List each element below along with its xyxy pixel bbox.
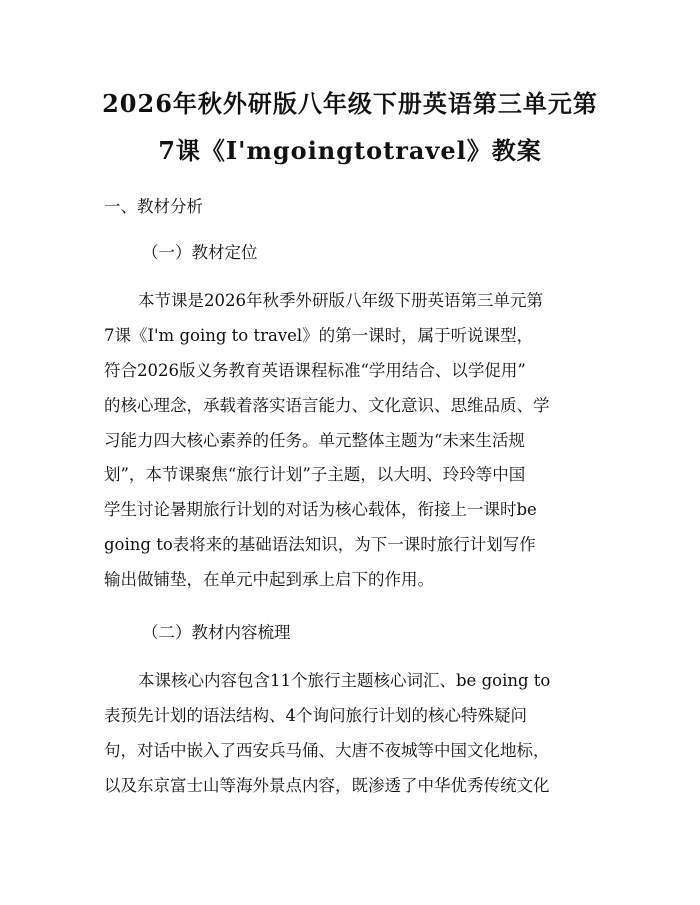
document-title-line-1: 2026年秋外研版八年级下册英语第三单元第 — [102, 89, 598, 118]
document-title-line-2: 7课《I'mgoingtotravel》教案 — [158, 136, 542, 165]
paragraph-line: 符合2026版义务教育英语课程标准“学用结合、以学促用” — [104, 361, 526, 380]
paragraph-line: 划”，本节课聚焦“旅行计划”子主题，以大明、玲玲等中国 — [104, 465, 526, 484]
paragraph-line: 学生讨论暑期旅行计划的对话为核心载体，衔接上一课时be — [104, 500, 537, 519]
subsection-heading-positioning: （一）教材定位 — [142, 243, 258, 262]
paragraph-line: 的核心理念，承载着落实语言能力、文化意识、思维品质、学 — [104, 396, 550, 415]
paragraph-line: going to表将来的基础语法知识，为下一课时旅行计划写作 — [104, 535, 536, 554]
subsection-heading-content-overview: （二）教材内容梳理 — [142, 623, 291, 642]
paragraph-line: 句，对话中嵌入了西安兵马俑、大唐不夜城等中国文化地标， — [104, 741, 550, 760]
paragraph-line: 以及东京富士山等海外景点内容，既渗透了中华优秀传统文化 — [104, 776, 550, 795]
paragraph-line: 7课《I'm going to travel》的第一课时，属于听说课型， — [104, 326, 534, 345]
paragraph-line: 输出做铺垫，在单元中起到承上启下的作用。 — [104, 570, 434, 589]
paragraph-line: 习能力四大核心素养的任务。单元整体主题为“未来生活规 — [104, 431, 525, 450]
paragraph-line: 本课核心内容包含11个旅行主题核心词汇、be going to — [138, 671, 551, 690]
paragraph-line: 表预先计划的语法结构、4个询问旅行计划的核心特殊疑问 — [104, 706, 527, 725]
section-heading-textbook-analysis: 一、教材分析 — [104, 197, 203, 216]
paragraph-line: 本节课是2026年秋季外研版八年级下册英语第三单元第 — [138, 291, 543, 310]
